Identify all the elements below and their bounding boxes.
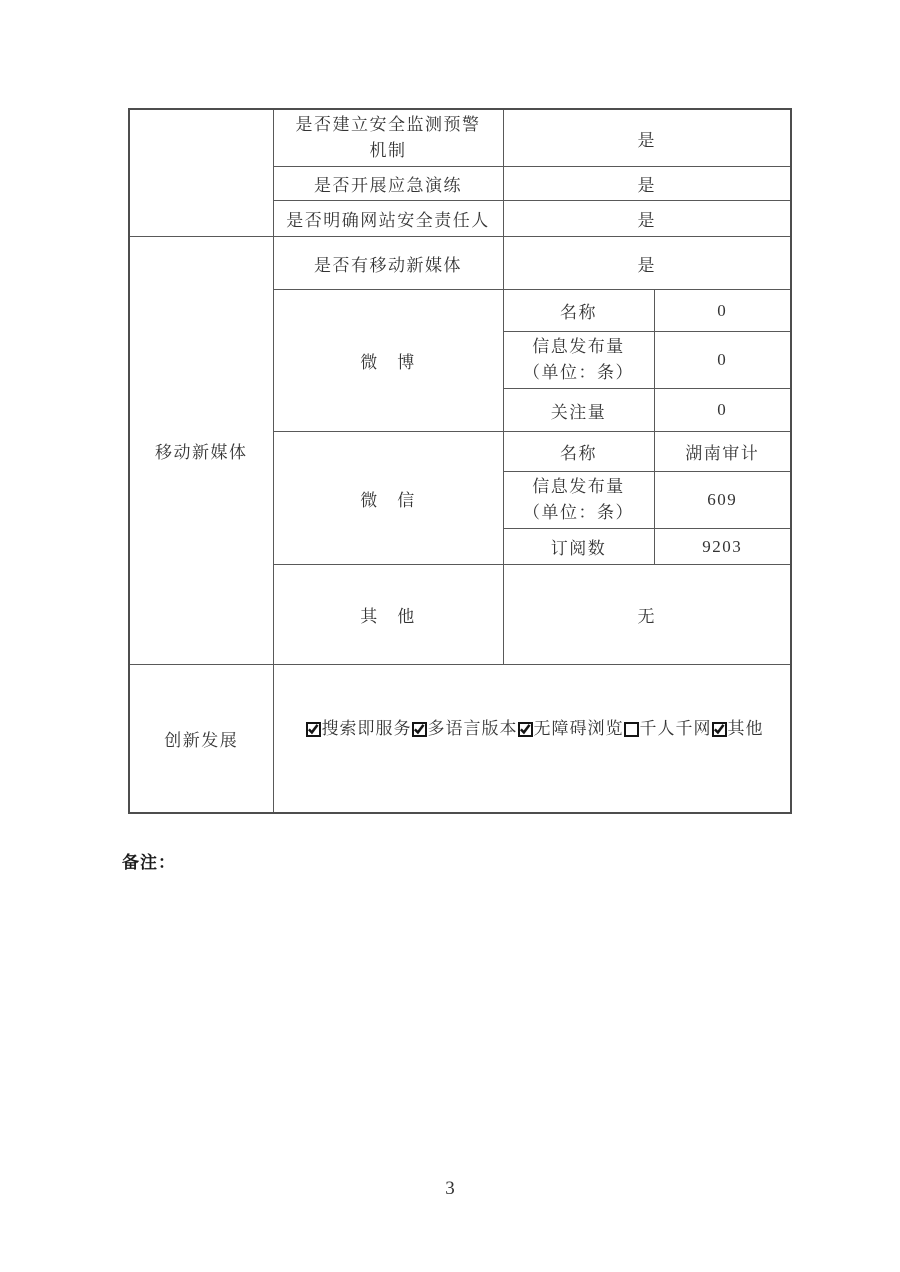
- innovation-option: [624, 719, 712, 738]
- label-line: 是否建立安全监测预警: [295, 115, 481, 134]
- table-row: [129, 665, 791, 813]
- innovation-option: [518, 719, 624, 738]
- security-warning-mechanism-label: [273, 109, 503, 167]
- page-number: 3: [445, 1178, 455, 1199]
- weibo-name-value: 0: [654, 290, 791, 332]
- checked-checkbox-icon[interactable]: [306, 722, 321, 737]
- other-media-value: 无: [503, 565, 791, 665]
- wechat-name-label: 名称: [503, 432, 654, 472]
- checked-checkbox-icon[interactable]: [712, 722, 727, 737]
- security-warning-mechanism-value: 是: [503, 109, 791, 167]
- emergency-drill-label: 是否开展应急演练: [273, 167, 503, 201]
- weibo-followers-label: 关注量: [503, 389, 654, 432]
- security-officer-value: 是: [503, 201, 791, 237]
- wechat-name-value: 湖南审计: [654, 432, 791, 472]
- wechat-subscribers-label: 订阅数: [503, 529, 654, 565]
- innovation-option-label: 无障碍浏览: [533, 718, 624, 738]
- wechat-posts-value: 609: [654, 472, 791, 529]
- weibo-followers-value: 0: [654, 389, 791, 432]
- unchecked-checkbox-icon[interactable]: [624, 722, 639, 737]
- innovation-option: [306, 719, 412, 738]
- section-spacer-cell: [129, 109, 273, 237]
- innovation-option-label: 搜索即服务: [321, 718, 412, 738]
- has-mobile-media-label: 是否有移动新媒体: [273, 237, 503, 290]
- innovation-option: [712, 719, 764, 738]
- has-mobile-media-value: 是: [503, 237, 791, 290]
- checked-checkbox-icon[interactable]: [518, 722, 533, 737]
- innovation-option-label: 千人千网: [639, 718, 712, 738]
- innovation-options: [306, 714, 787, 739]
- table-row: [129, 237, 791, 290]
- other-media-label: 其 他: [273, 565, 503, 665]
- label-line: 机制: [369, 141, 407, 160]
- notes-label: 备注：: [122, 853, 176, 872]
- weibo-name-label: 名称: [503, 290, 654, 332]
- label-line: 信息发布量: [532, 477, 625, 496]
- weibo-posts-label: [503, 332, 654, 389]
- weibo-posts-value: 0: [654, 332, 791, 389]
- innovation-option: [412, 719, 518, 738]
- wechat-subscribers-value: 9203: [654, 529, 791, 565]
- innovation-options-cell: [273, 665, 791, 813]
- checked-checkbox-icon[interactable]: [412, 722, 427, 737]
- annual-report-table: [128, 108, 792, 814]
- security-officer-label: 是否明确网站安全责任人: [273, 201, 503, 237]
- wechat-label: 微 信: [273, 432, 503, 565]
- table-row: [129, 109, 791, 167]
- emergency-drill-value: 是: [503, 167, 791, 201]
- innovation-section-header: 创新发展: [129, 665, 273, 813]
- weibo-label: 微 博: [273, 290, 503, 432]
- wechat-posts-label: [503, 472, 654, 529]
- innovation-option-label: 其他: [727, 718, 764, 738]
- innovation-option-label: 多语言版本: [427, 718, 518, 738]
- mobile-media-section-header: 移动新媒体: [129, 237, 273, 665]
- label-line: 信息发布量: [532, 337, 625, 356]
- label-line: （单位：条）: [523, 363, 634, 382]
- label-line: （单位：条）: [523, 503, 634, 522]
